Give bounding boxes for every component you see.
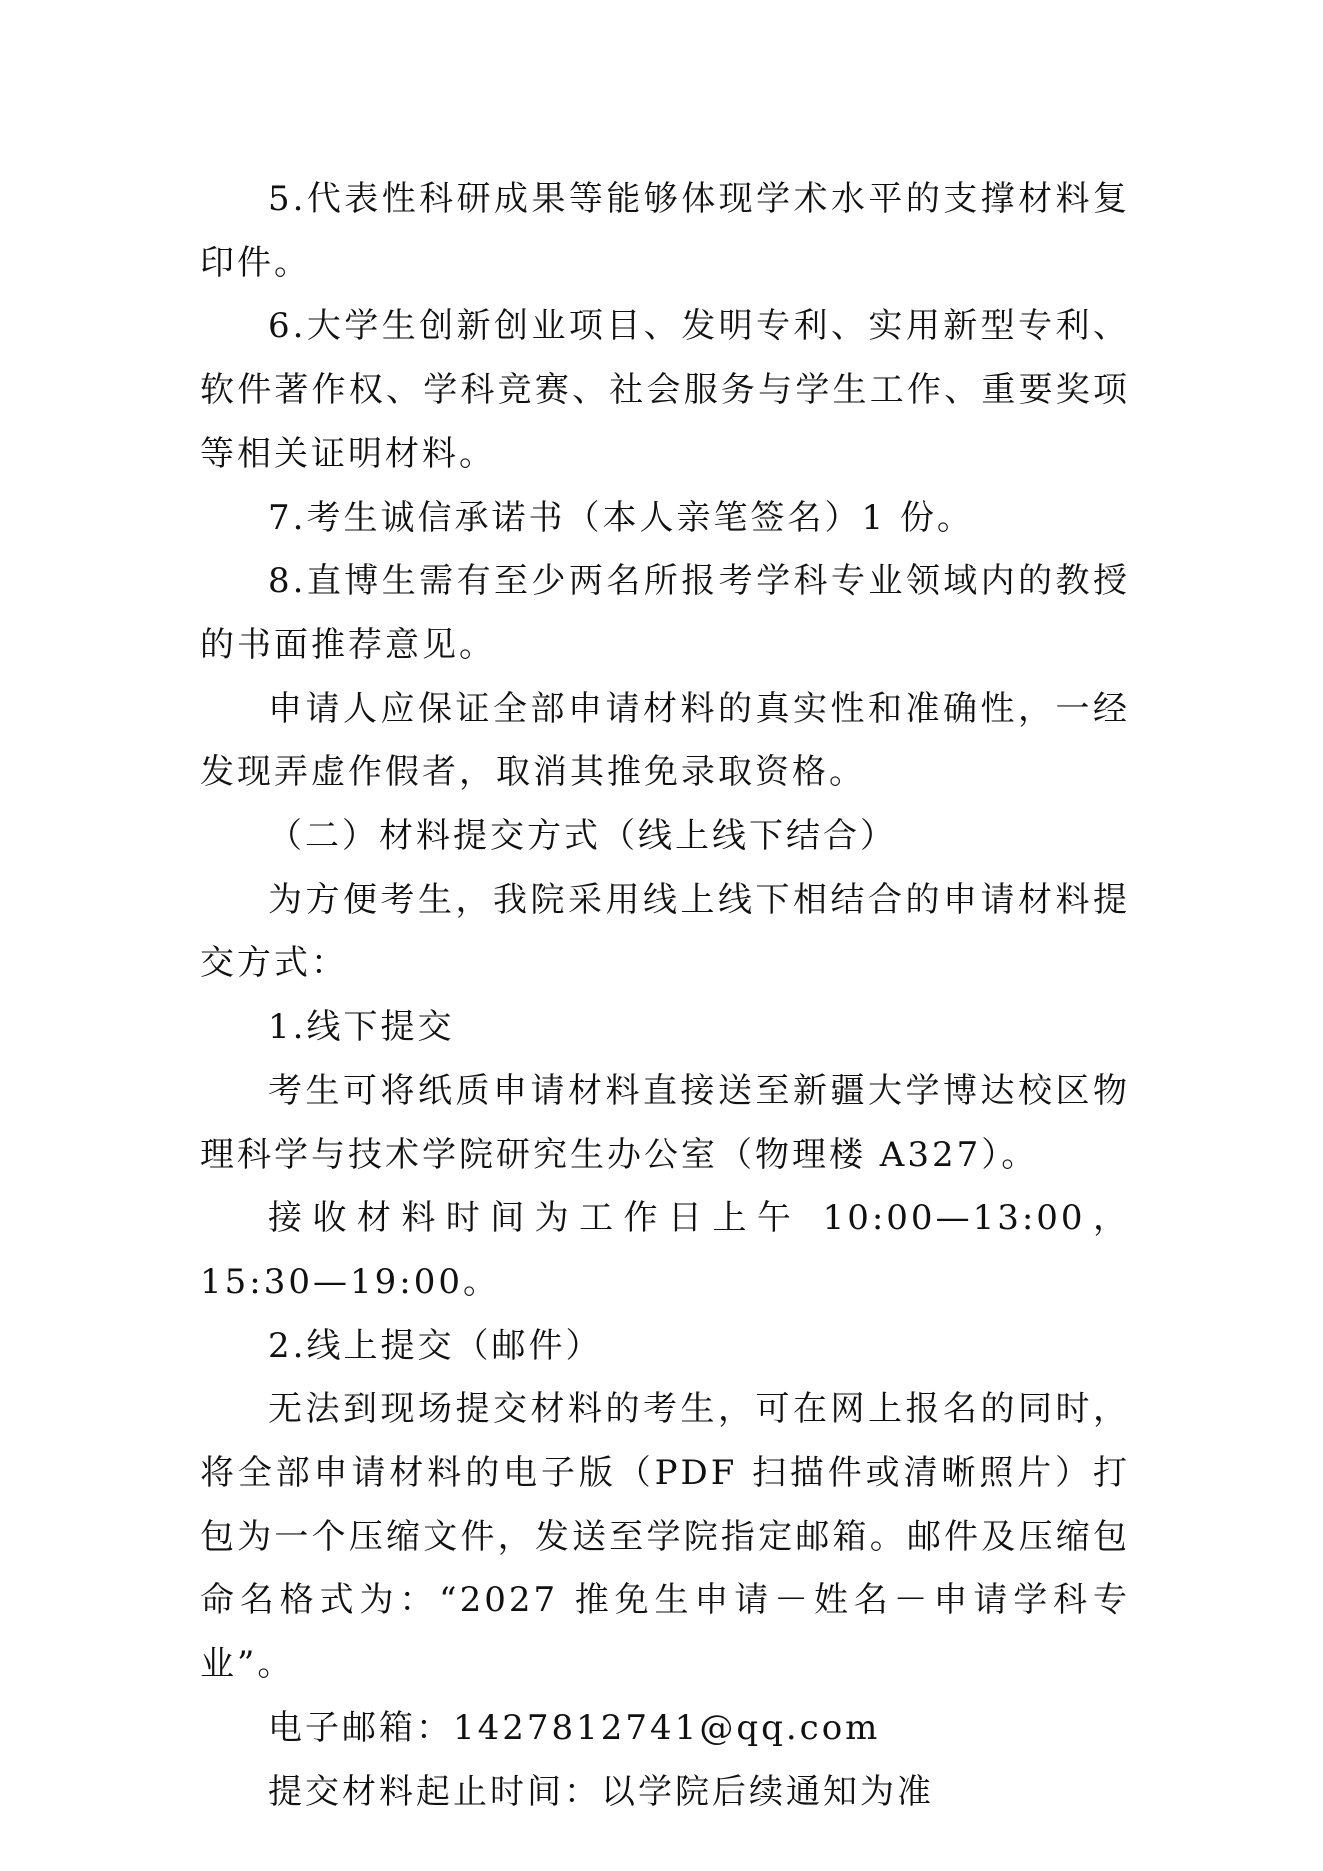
email-paragraph: 电子邮箱：1427812741@qq.com [268, 1707, 881, 1748]
item-8-paragraph: 8.直博生需有至少两名所报考学科专业领域内的教授的书面推荐意见。 [200, 561, 1130, 665]
authenticity-paragraph: 申请人应保证全部申请材料的真实性和准确性，一经发现弄虚作假者，取消其推免录取资格。 [200, 688, 1130, 793]
deadline-paragraph: 提交材料起止时间：以学院后续通知为准 [268, 1771, 934, 1812]
online-heading: 2.线上提交（邮件） [268, 1325, 603, 1366]
item-7-paragraph: 7.考生诚信承诺书（本人亲笔签名）1 份。 [268, 497, 974, 538]
section-heading-submission: （二）材料提交方式（线上线下结合） [268, 816, 897, 857]
offline-hours-paragraph: 接收材料时间为工作日上午 10:00—13:00，15:30—19:00。 [200, 1198, 1130, 1302]
item-6-paragraph: 6.大学生创新创业项目、发明专利、实用新型专利、软件著作权、学科竞赛、社会服务与学生工作、重要奖项等相关证明材料。 [200, 306, 1130, 474]
online-instructions-paragraph: 无法到现场提交材料的考生，可在网上报名的同时，将全部申请材料的电子版（PDF 扫描件或清晰照片）打包为一个压缩文件，发送至学院指定邮箱。邮件及压缩包命名格式为：“2027 推免生申请－姓名－申请学科专业”。 [200, 1389, 1130, 1685]
item-5-paragraph: 5.代表性科研成果等能够体现学术水平的支撑材料复印件。 [200, 179, 1130, 283]
document-body [200, 168, 1130, 1824]
offline-address-paragraph: 考生可将纸质申请材料直接送至新疆大学博达校区物理科学与技术学院研究生办公室（物理楼 A327）。 [200, 1070, 1130, 1175]
offline-heading: 1.线下提交 [268, 1007, 455, 1048]
submission-intro-paragraph: 为方便考生，我院采用线上线下相结合的申请材料提交方式： [200, 879, 1130, 984]
